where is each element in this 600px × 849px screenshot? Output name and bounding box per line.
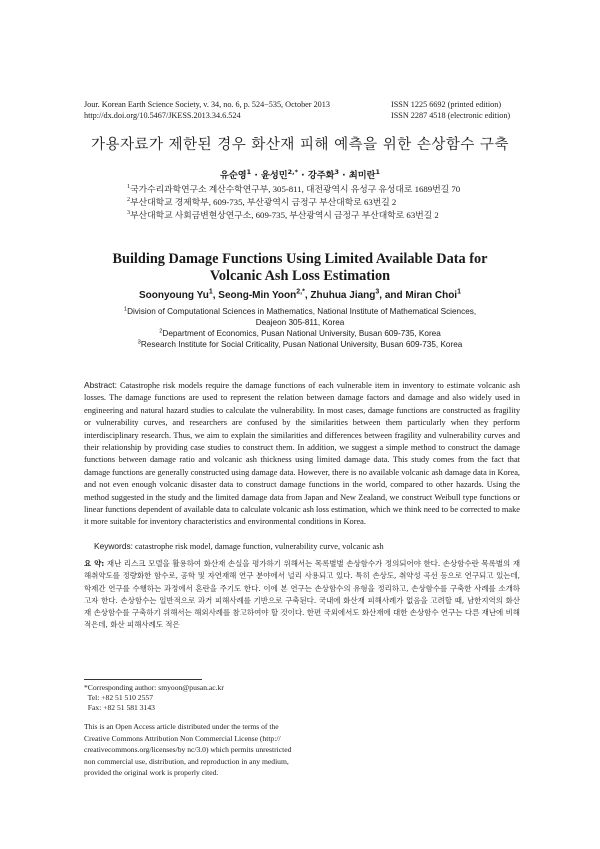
affiliation-sup: 3	[127, 210, 131, 217]
affiliation-sup: 2	[127, 197, 131, 204]
korean-abstract	[84, 558, 520, 632]
license-line: non commercial use, distribution, and reproduction in any medium,	[84, 756, 289, 766]
affiliation-text: Research Institute for Social Criticality, Pusan National University, Busan 609-735, Korea	[140, 340, 463, 349]
author-separator: ,	[304, 290, 311, 301]
author-separator: , and	[379, 290, 406, 301]
license-notice	[84, 721, 291, 779]
keywords-label: Keywords:	[94, 541, 133, 551]
english-authors	[0, 290, 600, 301]
issn-print: ISSN 1225 6692 (printed edition)	[391, 100, 502, 109]
korean-authors	[0, 167, 600, 181]
footnote-line: *Corresponding author: smyoon@pusan.ac.kr	[84, 683, 224, 692]
author-separator: ,	[212, 290, 219, 301]
footnote-line: Tel: +82 51 510 2557	[84, 693, 153, 703]
author-sup: 1	[375, 167, 380, 176]
affiliation-text: 부산대학교 사회금변현상연구소, 609-735, 부산광역시 금정구 부산대학로 63번길 2	[130, 210, 439, 220]
author-name: 강주화	[307, 170, 335, 181]
affiliation-sup: 1	[123, 306, 128, 313]
license-line: Creative Commons Attribution Non Commercial License (http://	[84, 733, 281, 743]
author-sup: 2,*	[287, 167, 298, 176]
license-line: This is an Open Access article distributed under the terms of the	[84, 722, 279, 731]
author-separator: ·	[251, 170, 262, 181]
abstract-text: Catastrophe risk models require the damage functions of each vulnerable item in inventory to estimate volcanic ash losses. The damage functions are used to represent the relation between damage factors and damage and also widely used in engineering and natural hazard studies to calculate the vulnerability. In most cases, damage functions are constructed as fragility or vulnerability curves, and researchers are confused by the similarities between them particularly when they perform interdisciplinary research. Thus, we aim to explain the similarities and differences between fragility and vulnerability curves and their relationship by providing case studies to construct them. In addition, we suggest a simple method to construct the damage functions between damage ratio and volcanic ash thickness using limited damage data. This study comes from the fact that damage functions are generally constructed using damage data. However, there is no available volcanic ash damage data in Korea, and not even enough volcanic disaster data to construct damage functions in the world, compared to other hazards. Using the method suggested in the study and the limited damage data from Japan and New Zealand, we construct Weibull type functions or linear functions dependent of available data to calculate volcanic ash loss estimation, which we think need to be corrected to make it more suitable for inventory characteristics and environmental conditions in Korea.	[84, 381, 520, 527]
author-name: 유순영	[220, 170, 247, 181]
english-affiliations	[90, 306, 510, 350]
korean-title: 가용자료가 제한된 경우 화산재 피해 예측을 위한 손상함수 구축	[90, 137, 510, 153]
author-sup: 1	[246, 167, 252, 176]
author-name: 윤성민	[261, 170, 288, 181]
doi-link[interactable]: http://dx.doi.org/10.5467/JKESS.2013.34.6.524	[84, 111, 241, 120]
journal-citation: Jour. Korean Earth Science Society, v. 34, no. 6, p. 524−535, October 2013	[84, 100, 330, 109]
abstract-label: Abstract:	[84, 380, 117, 390]
english-affiliation	[90, 328, 510, 339]
author-name: Zhuhua Jiang	[310, 290, 376, 301]
author-name: Seong-Min Yoon	[218, 290, 297, 301]
affiliation-text: 국가수리과학연구소 계산수학연구부, 305-811, 대전광역시 유성구 유성대로 1689번길 70	[130, 184, 461, 194]
author-sup: 3	[375, 288, 380, 296]
license-line: creativecommons.org/licenses/by nc/3.0) which permits unrestricted	[84, 745, 292, 755]
english-affiliation	[90, 317, 510, 328]
affiliation-sup: 3	[137, 339, 141, 346]
author-separator: ·	[338, 170, 349, 181]
keywords	[94, 541, 524, 552]
english-title-line: Volcanic Ash Loss Estimation	[209, 268, 391, 284]
corresponding-author-footnote	[84, 683, 224, 714]
author-name: Soonyoung Yu	[139, 290, 209, 301]
english-title-line: Building Damage Functions Using Limited Available Data for	[112, 251, 488, 267]
author-sup: 2,*	[296, 288, 305, 296]
affiliation-text: 부산대학교 경제학부, 609-735, 부산광역시 금정구 부산대학로 63번길 2	[130, 197, 397, 207]
affiliation-text: Division of Computational Sciences in Mathematics, National Institute of Mathematical Sciences,	[127, 307, 477, 316]
footnote-line: Fax: +82 51 581 3143	[84, 703, 155, 713]
korean-affiliation	[127, 184, 460, 195]
korean-abstract-label: 요 약:	[84, 559, 105, 568]
issn-electronic: ISSN 2287 4518 (electronic edition)	[391, 111, 511, 120]
english-affiliation	[90, 306, 510, 317]
affiliation-sup: 1	[127, 184, 131, 191]
author-name: 최미란	[348, 170, 376, 181]
english-affiliation	[90, 339, 510, 350]
author-name: Miran Choi	[405, 290, 458, 301]
english-title	[60, 251, 540, 285]
author-separator: ·	[297, 170, 308, 181]
affiliation-text: Deajeon 305-811, Korea	[255, 318, 345, 327]
license-line: provided the original work is properly cited.	[84, 768, 219, 778]
footnote-divider	[84, 679, 202, 680]
affiliation-text: Department of Economics, Pusan National University, Busan 609-735, Korea	[162, 329, 441, 338]
affiliation-sup: 2	[159, 328, 163, 335]
korean-affiliation	[127, 210, 439, 221]
author-sup: 3	[334, 167, 339, 176]
abstract	[84, 379, 520, 529]
keywords-text: catastrophe risk model, damage function, vulnerability curve, volcanic ash	[135, 542, 384, 551]
korean-abstract-text: 재난 리스크 모델을 활용하여 화산재 손실을 평가하기 위해서는 목록별별 손상함수가 정의되어야 한다. 손상함수란 목록별의 재해취약도를 정량화한 함수로, 공학 및 자연재해 연구 분야에서 널리 사용되고 있다. 특히 손상도, 취약성 곡선 등으로 연구되고 있는데, 학제간 연구를 수행하는 과정에서 혼란을 주기도 한다. 이에 본 연구는 손상함수의 유형을 정리하고, 손상함수를 구축한 사례를 소개하고자 한다. 손상함수는 일반적으로 과거 피해사례를 기반으로 구축된다. 국내에 화산재 피해사례가 없음을 고려할 때, 남한지역의 화산재 손상함수를 구축하기 위해서는 해외사례를 참고하여야 할 것이다. 한편 국외에서도 화산재에 대한 손상함수 연구는 다른 재난에 비해 적은데, 화산 피해사례도 적은	[84, 559, 520, 630]
korean-affiliation	[127, 197, 396, 208]
author-sup: 1	[457, 288, 461, 296]
author-sup: 1	[208, 288, 213, 296]
